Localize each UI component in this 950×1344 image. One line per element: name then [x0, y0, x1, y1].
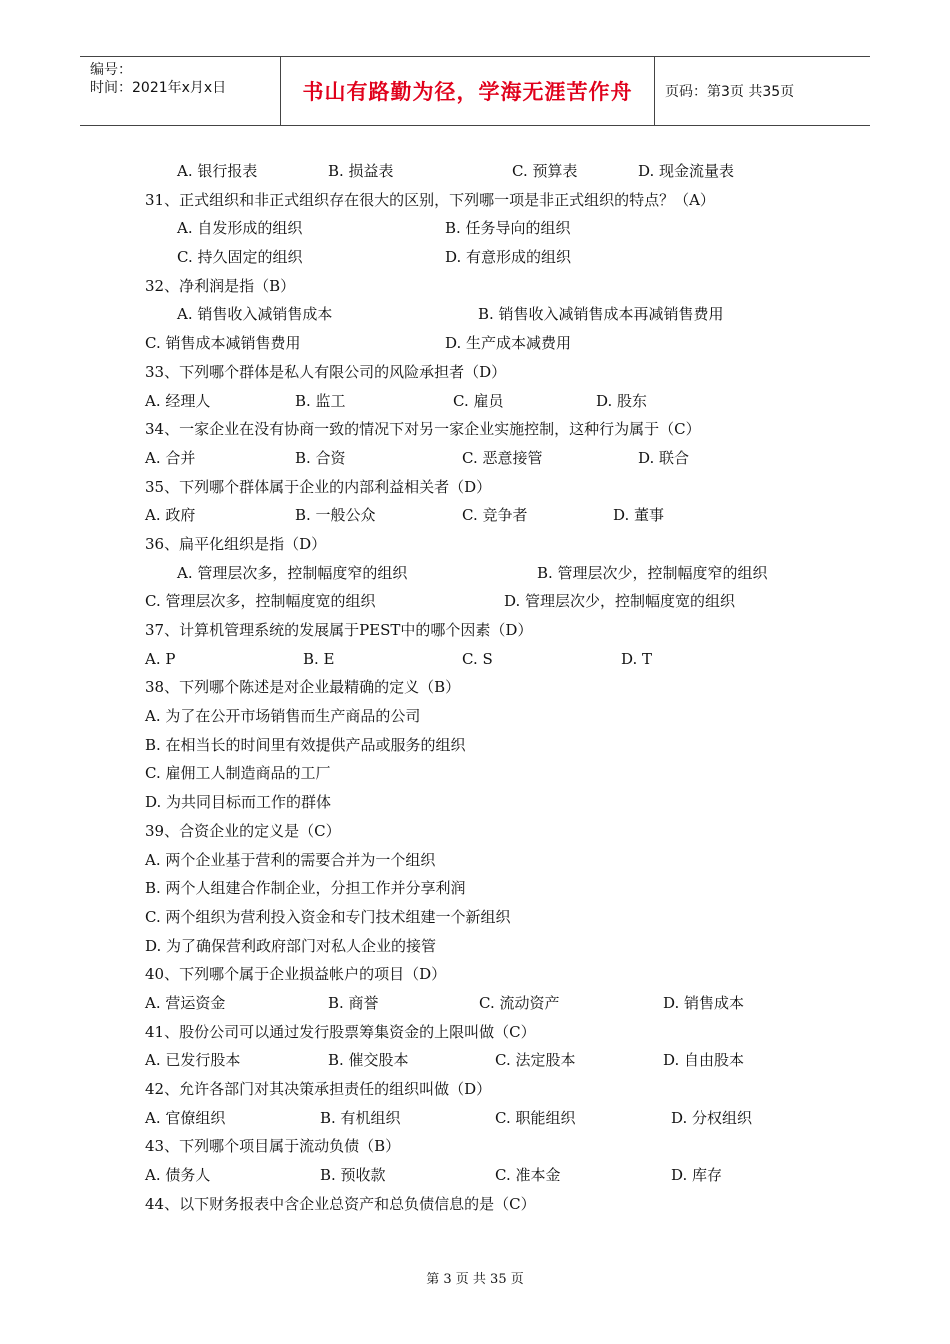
header-motto-cell — [281, 57, 655, 125]
text-line — [145, 358, 845, 387]
text-line — [145, 1132, 845, 1161]
text-line — [145, 1190, 845, 1219]
answer-option: A. 自发形成的组织 — [177, 219, 303, 238]
question-text: 43、下列哪个项目属于流动负债（B） — [145, 1137, 401, 1156]
text-line — [145, 731, 845, 760]
question-text: 32、净利润是指（B） — [145, 276, 296, 295]
answer-option: D. 有意形成的组织 — [445, 248, 572, 267]
text-line — [145, 1046, 845, 1075]
answer-option: A. 销售收入减销售成本 — [177, 305, 333, 324]
text-line — [145, 673, 845, 702]
question-text: 34、一家企业在没有协商一致的情况下对另一家企业实施控制，这种行为属于（C） — [145, 420, 701, 439]
question-text: B. 在相当长的时间里有效提供产品或服务的组织 — [145, 735, 466, 754]
answer-option: A. 营运资金 — [145, 993, 226, 1012]
question-text: 42、允许各部门对其决策承担责任的组织叫做（D） — [145, 1080, 492, 1098]
answer-option: B. 监工 — [295, 391, 346, 410]
answer-option: A. 债务人 — [145, 1166, 211, 1185]
answer-option: D. 股东 — [596, 391, 648, 410]
text-line — [145, 157, 845, 186]
text-line — [145, 243, 845, 272]
answer-option: A. 已发行股本 — [145, 1051, 241, 1070]
answer-option: B. 损益表 — [328, 162, 394, 180]
answer-option: C. 持久固定的组织 — [177, 248, 303, 267]
answer-option: B. 任务导向的组织 — [445, 219, 571, 238]
text-line — [145, 817, 845, 846]
answer-option: D. T — [621, 649, 653, 668]
answer-option: C. 预算表 — [512, 162, 578, 180]
answer-option: D. 管理层次少，控制幅度宽的组织 — [504, 592, 736, 611]
question-text: C. 两个组织为营利投入资金和专门技术组建一个新组织 — [145, 907, 511, 926]
text-line — [145, 759, 845, 788]
text-line — [145, 874, 845, 903]
answer-option: B. 有机组织 — [320, 1108, 401, 1127]
question-text: A. 两个企业基于营利的需要合并为一个组织 — [145, 850, 436, 869]
text-line — [145, 989, 845, 1018]
question-text: C. 雇佣工人制造商品的工厂 — [145, 764, 331, 783]
text-line — [145, 186, 845, 215]
header-page-cell — [655, 57, 870, 125]
time-label: 时间：2021年x月x日 — [90, 80, 227, 96]
header-meta — [80, 57, 281, 125]
text-line — [145, 616, 845, 645]
answer-option: A. 官僚组织 — [145, 1108, 226, 1127]
answer-option: D. 生产成本减费用 — [445, 334, 572, 353]
question-text: 44、以下财务报表中含企业总资产和总负债信息的是（C） — [145, 1194, 536, 1213]
answer-option: A. 银行报表 — [177, 162, 258, 180]
text-line — [145, 272, 845, 301]
text-line — [145, 587, 845, 616]
answer-option: C. 雇员 — [453, 391, 504, 410]
text-line — [145, 501, 845, 530]
answer-option: C. 管理层次多，控制幅度宽的组织 — [145, 592, 376, 611]
answer-option: D. 自由股本 — [663, 1051, 745, 1070]
answer-option: D. 联合 — [638, 448, 690, 467]
answer-option: C. 销售成本减销售费用 — [145, 334, 301, 353]
page-footer: 第 3 页 共 35 页 — [426, 1272, 524, 1287]
question-text: B. 两个人组建合作制企业，分担工作并分享利润 — [145, 879, 466, 898]
question-text: 35、下列哪个群体属于企业的内部利益相关者（D） — [145, 477, 492, 496]
answer-option: B. 商誉 — [328, 993, 379, 1012]
text-line — [145, 415, 845, 444]
question-text: D. 为共同目标而工作的群体 — [145, 793, 332, 812]
text-line — [145, 559, 845, 588]
question-text: A. 为了在公开市场销售而生产商品的公司 — [145, 707, 421, 726]
answer-option: B. 管理层次少，控制幅度窄的组织 — [537, 563, 768, 582]
text-line — [145, 1018, 845, 1047]
question-text: 36、扁平化组织是指（D） — [145, 534, 327, 553]
question-text: D. 为了确保营利政府部门对私人企业的接管 — [145, 936, 437, 955]
question-text: 31、正式组织和非正式组织存在很大的区别，下列哪一项是非正式组织的特点？（A） — [145, 190, 715, 209]
question-text: 39、合资企业的定义是（C） — [145, 821, 341, 840]
text-line — [145, 214, 845, 243]
answer-option: B. 合资 — [295, 448, 346, 467]
text-line — [145, 1104, 845, 1133]
text-line — [145, 903, 845, 932]
question-list — [145, 157, 845, 1218]
text-line — [145, 1161, 845, 1190]
answer-option: C. S — [462, 649, 493, 668]
question-text: 40、下列哪个属于企业损益帐户的项目（D） — [145, 965, 447, 984]
text-line — [145, 788, 845, 817]
header-page-info: 页码：第3页 共35页 — [665, 84, 795, 100]
answer-option: A. 政府 — [145, 506, 196, 525]
text-line — [145, 300, 845, 329]
page-header — [80, 56, 870, 126]
text-line — [145, 960, 845, 989]
answer-option: A. 合并 — [145, 448, 196, 467]
header-motto: 书山有路勤为径，学海无涯苦作舟 — [302, 80, 633, 104]
answer-option: B. 一般公众 — [295, 506, 376, 525]
answer-option: B. 销售收入减销售成本再减销售费用 — [478, 305, 724, 324]
answer-option: C. 职能组织 — [495, 1108, 576, 1127]
text-line — [145, 702, 845, 731]
answer-option: D. 销售成本 — [663, 993, 745, 1012]
text-line — [145, 530, 845, 559]
answer-option: C. 准本金 — [495, 1166, 561, 1185]
answer-option: D. 分权组织 — [671, 1108, 753, 1127]
answer-option: A. 经理人 — [145, 391, 211, 410]
text-line — [145, 387, 845, 416]
number-label: 编号： — [90, 62, 132, 78]
question-text: 41、股份公司可以通过发行股票筹集资金的上限叫做（C） — [145, 1022, 536, 1041]
question-text: 33、下列哪个群体是私人有限公司的风险承担者（D） — [145, 362, 507, 381]
answer-option: A. P — [145, 649, 176, 668]
question-text: 37、计算机管理系统的发展属于PEST中的哪个因素（D） — [145, 621, 533, 639]
text-line — [145, 444, 845, 473]
answer-option: B. 催交股本 — [328, 1051, 409, 1070]
answer-option: C. 竞争者 — [462, 506, 528, 525]
answer-option: D. 现金流量表 — [638, 162, 735, 180]
text-line — [145, 1075, 845, 1104]
answer-option: A. 管理层次多，控制幅度窄的组织 — [177, 563, 408, 582]
answer-option: C. 恶意接管 — [462, 448, 543, 467]
answer-option: C. 法定股本 — [495, 1051, 576, 1070]
answer-option: B. 预收款 — [320, 1166, 386, 1185]
text-line — [145, 329, 845, 358]
question-text: 38、下列哪个陈述是对企业最精确的定义（B） — [145, 678, 461, 697]
text-line — [145, 473, 845, 502]
text-line — [145, 645, 845, 674]
answer-option: C. 流动资产 — [479, 993, 560, 1012]
text-line — [145, 846, 845, 875]
answer-option: B. E — [303, 649, 335, 668]
text-line — [145, 932, 845, 961]
answer-option: D. 董事 — [613, 506, 665, 525]
answer-option: D. 库存 — [671, 1166, 723, 1185]
